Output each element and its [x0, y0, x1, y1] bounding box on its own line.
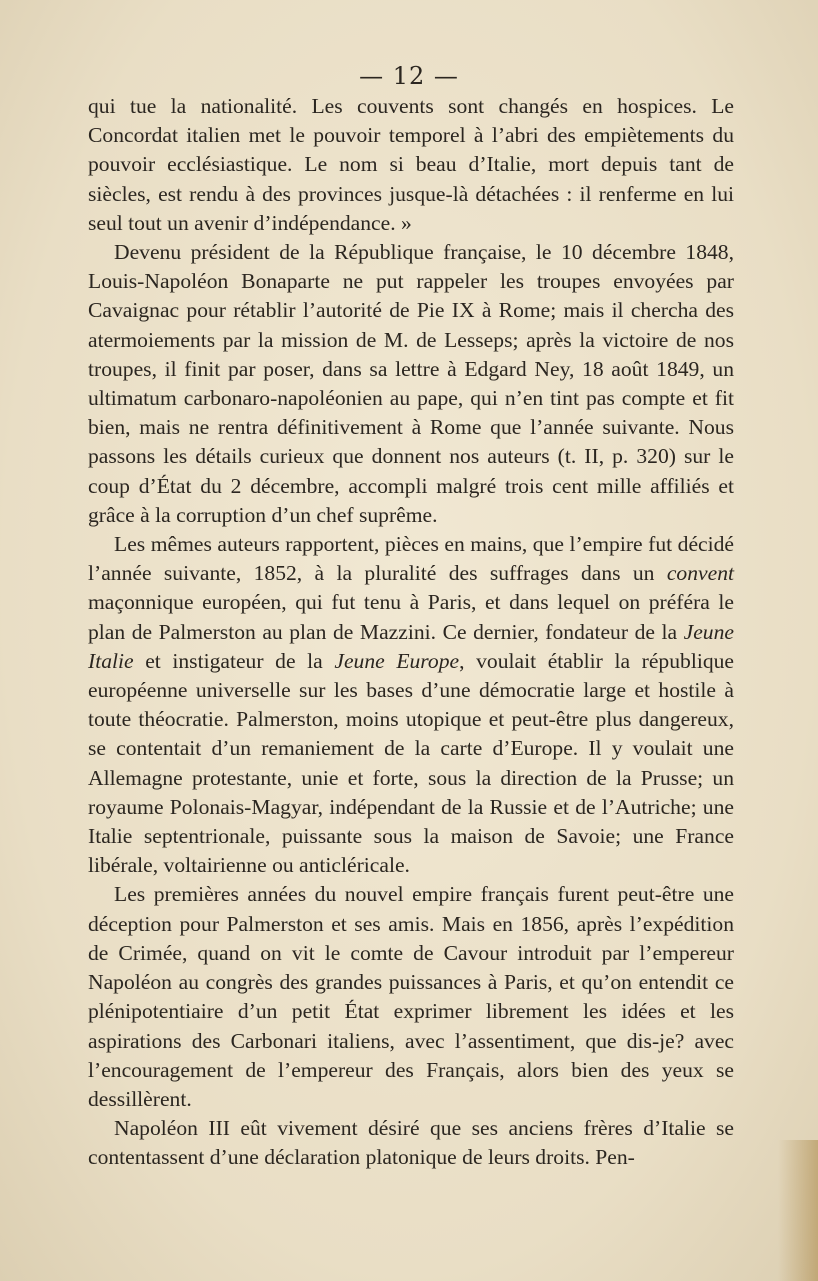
- body-text: [88, 92, 734, 1173]
- text-run: , voulait établir la république européenne universelle sur les bases d’une démocratie large et hostile à toute théocratie. Palmerston, moins utopique et peut-être plus dangereux, se contentait d’un remaniement de la carte d’Europe. Il y voulait une Allemagne protestante, unie et forte, sous la direction de la Prusse; un royaume Polonais-Magyar, indépendant de la Russie et de l’Autriche; une Italie septentrionale, puissante sous la maison de Savoie; une France libérale, voltairienne ou anticléricale.: [88, 648, 735, 878]
- page-stain: [778, 1140, 818, 1281]
- text-run: Les mêmes auteurs rapportent, pièces en mains, que l’empire fut décidé l’année suivante, 1852, à la pluralité des suffrages dans un: [88, 532, 734, 586]
- paragraph: [88, 1114, 734, 1172]
- paragraph: [88, 530, 734, 880]
- paragraph: [88, 92, 734, 238]
- italic-term: Jeune Europe: [334, 648, 460, 673]
- paragraph: [88, 880, 734, 1114]
- italic-term: Jeune Italie: [88, 619, 734, 673]
- page-number: — 12 —: [359, 62, 459, 90]
- text-run: et instigateur de la: [133, 648, 335, 673]
- italic-term: convent: [666, 561, 734, 586]
- text-run: qui tue la nationalité. Les couvents sont changés en hospices. Le Concordat italien met le pouvoir temporel à l’abri des empiètements du pouvoir ecclésiastique. Le nom si beau d’Italie, mort depuis tant de siècles, est rendu à des provinces jusque-là détachées : il renferme en lui seul tout un avenir d’indépendance. »: [88, 94, 734, 235]
- text-run: Napoléon III eût vivement désiré que ses anciens frères d’Italie se contentassent d’une déclaration platonique de leurs droits. Pen-: [88, 1116, 734, 1170]
- paragraph: [88, 238, 734, 530]
- text-run: Devenu président de la République française, le 10 décembre 1848, Louis-Napoléon Bonaparte ne put rappeler les troupes envoyées par Cavaignac pour rétablir l’autorité de Pie IX à Rome; mais il chercha des atermoiements par la mission de M. de Lesseps; après la victoire de nos troupes, il finit par poser, dans sa lettre à Edgard Ney, 18 août 1849, un ultimatum carbonaro-napoléonien au pape, qui n’en tint pas compte et fit bien, mais ne rentra définitivement à Rome que l’année suivante. Nous passons les détails curieux que donnent nos auteurs (t. II, p. 320) sur le coup d’État du 2 décembre, accompli malgré trois cent mille affiliés et grâce à la corruption d’un chef suprême.: [88, 240, 734, 527]
- text-run: Les premières années du nouvel empire français furent peut-être une déception pour Palmerston et ses amis. Mais en 1856, après l’expédition de Crimée, quand on vit le comte de Cavour introduit par l’empereur Napoléon au congrès des grandes puissances à Paris, et qu’on entendit ce plénipotentiaire d’un petit État exprimer librement les idées et les aspirations des Carbonari italiens, avec l’assentiment, que dis-je? avec l’encouragement de l’empereur des Français, alors bien des yeux se dessillèrent.: [88, 882, 734, 1111]
- text-run: maçonnique européen, qui fut tenu à Paris, et dans lequel on préféra le plan de Palmerston au plan de Mazzini. Ce dernier, fondateur de la: [88, 590, 734, 644]
